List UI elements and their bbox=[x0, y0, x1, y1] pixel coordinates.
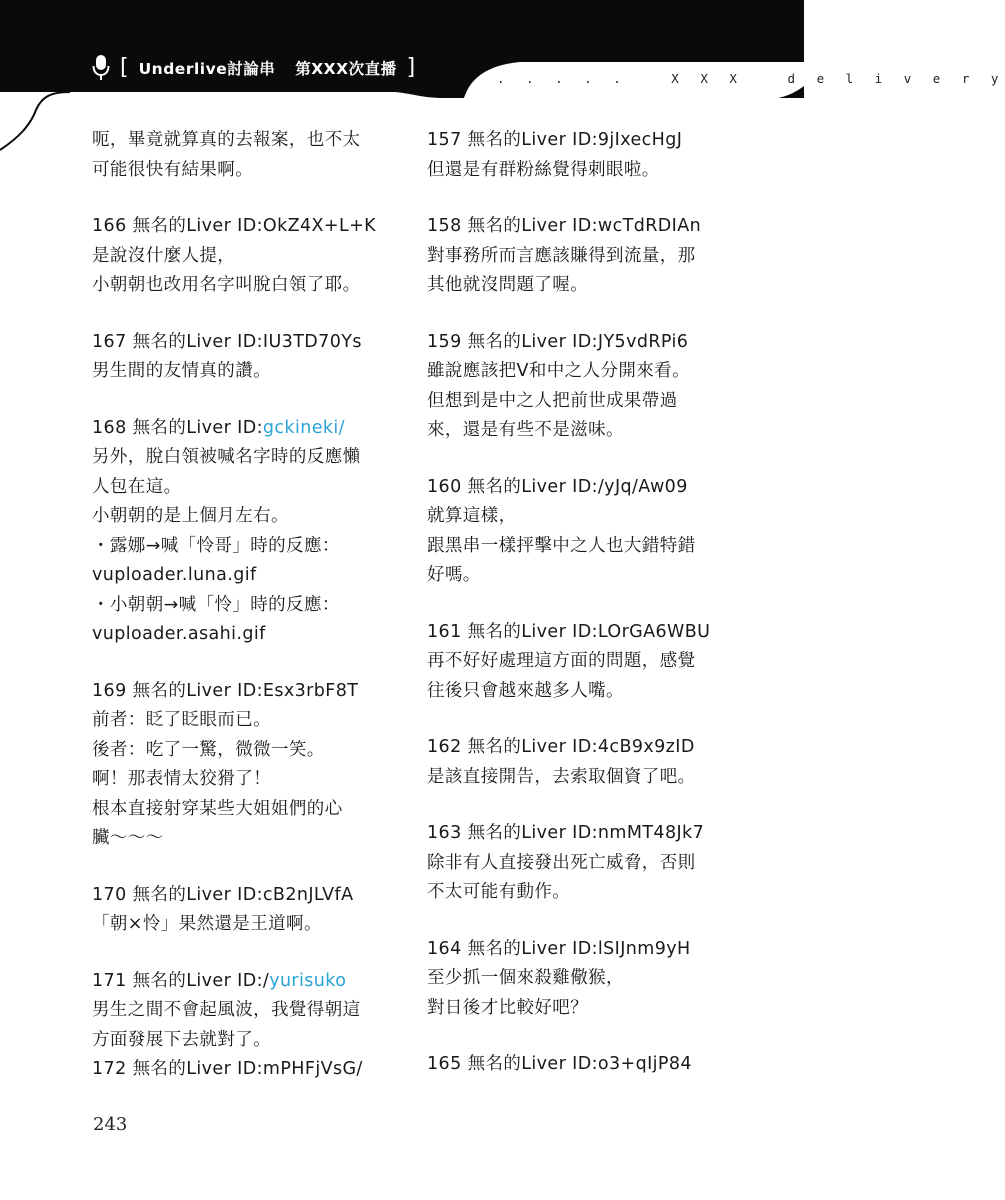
poster-id-link[interactable]: gckineki/ bbox=[262, 417, 345, 438]
header-title bbox=[92, 52, 415, 84]
post-line: 「朝×怜」果然還是王道啊。 bbox=[92, 914, 322, 934]
post-line: 人包在這。 bbox=[92, 476, 182, 497]
post-line: ・小朝朝→喊「怜」時的反應： bbox=[92, 594, 340, 615]
post-line: 再不好好處理這方面的問題，感覺 bbox=[427, 651, 696, 671]
post-line: 小朝朝也改用名字叫脫白領了耶。 bbox=[92, 275, 361, 295]
post-header-prefix: 171 無名的Liver ID:/ bbox=[92, 970, 270, 991]
post-header: 161 無名的Liver ID:LOrGA6WBU bbox=[427, 621, 711, 642]
post-line: 雖說應該把V和中之人分開來看。 bbox=[427, 361, 690, 381]
post-line: 男生間的友情真的讚。 bbox=[92, 361, 271, 381]
post-line: 好嗎。 bbox=[427, 565, 481, 585]
header-subtitle: . . . . . X X X d e l i v e r y bbox=[497, 71, 1005, 86]
microphone-icon bbox=[92, 54, 110, 82]
title-bracket-close: ] bbox=[406, 55, 416, 80]
page-number: 243 bbox=[93, 1114, 128, 1135]
post-line: 除非有人直接發出死亡威脅，否則 bbox=[427, 852, 696, 873]
post-header: 160 無名的Liver ID:/yJq/Aw09 bbox=[427, 476, 688, 497]
post-header: 162 無名的Liver ID:4cB9x9zID bbox=[427, 737, 695, 757]
post-header: 163 無名的Liver ID:nmMT48Jk7 bbox=[427, 823, 705, 843]
post-header: 157 無名的Liver ID:9jIxecHgJ bbox=[427, 130, 683, 150]
post-line: 但還是有群粉絲覺得刺眼啦。 bbox=[427, 159, 660, 180]
post-header: 169 無名的Liver ID:Esx3rbF8T bbox=[92, 680, 359, 701]
post-line: 是說沒什麼人提， bbox=[92, 245, 236, 266]
post-line: 啊！那表情太狡猾了！ bbox=[92, 769, 271, 789]
post-line: ・露娜→喊「怜哥」時的反應： bbox=[92, 535, 340, 556]
post-header: 170 無名的Liver ID:cB2nJLVfA bbox=[92, 884, 354, 905]
post-header: 167 無名的Liver ID:IU3TD70Ys bbox=[92, 331, 362, 352]
post-line: 來，還是有些不是滋味。 bbox=[427, 420, 624, 440]
post-header: 165 無名的Liver ID:o3+qIjP84 bbox=[427, 1054, 692, 1074]
post-line: 前者：眨了眨眼而已。 bbox=[92, 710, 271, 730]
post-header bbox=[92, 967, 392, 997]
post-line: 跟黑串一樣抨擊中之人也大錯特錯 bbox=[427, 535, 696, 556]
post-line: 根本直接射穿某些大姐姐們的心 bbox=[92, 798, 343, 819]
poster-id-link[interactable]: yurisuko bbox=[269, 970, 347, 991]
post-line: 另外，脫白領被喊名字時的反應懶 bbox=[92, 447, 361, 467]
post-line: 男生之間不會起風波，我覺得朝這 bbox=[92, 1000, 361, 1020]
post-line: 方面發展下去就對了。 bbox=[92, 1029, 271, 1050]
post-line: vuploader.asahi.gif bbox=[92, 624, 266, 644]
post-header: 166 無名的Liver ID:OkZ4X+L+K bbox=[92, 216, 377, 236]
post-line: 後者：吃了一驚，微微一笑。 bbox=[92, 739, 325, 760]
post-line: 不太可能有動作。 bbox=[427, 882, 571, 902]
post-line: vuploader.luna.gif bbox=[92, 565, 257, 585]
post-header bbox=[92, 414, 392, 444]
post-header-prefix: 168 無名的Liver ID: bbox=[92, 417, 263, 438]
post-line: 至少抓一個來殺雞儆猴， bbox=[427, 968, 624, 988]
post-line: 呃，畢竟就算真的去報案，也不太 bbox=[92, 130, 361, 150]
title-bracket-open: [ bbox=[120, 55, 129, 80]
post-line: 就算這樣， bbox=[427, 506, 517, 526]
post-line: 對事務所而言應該賺得到流量，那 bbox=[427, 245, 696, 266]
post-header: 159 無名的Liver ID:JY5vdRPi6 bbox=[427, 331, 689, 352]
post-header: 164 無名的Liver ID:lSIJnm9yH bbox=[427, 938, 691, 959]
post-line: 臟〜〜〜 bbox=[92, 828, 164, 848]
post-line: 往後只會越來越多人嘴。 bbox=[427, 680, 624, 701]
post-header: 172 無名的Liver ID:mPHFjVsG/ bbox=[92, 1059, 363, 1079]
right-column bbox=[427, 126, 727, 1080]
post-line: 對日後才比較好吧？ bbox=[427, 997, 589, 1018]
post-header: 158 無名的Liver ID:wcTdRDIAn bbox=[427, 216, 702, 236]
post-line: 其他就沒問題了喔。 bbox=[427, 275, 589, 295]
title-text: Underlive討論串 bbox=[138, 60, 276, 78]
title-episode: 第XXX次直播 bbox=[295, 60, 397, 78]
post-line: 是該直接開告，去索取個資了吧。 bbox=[427, 766, 696, 787]
post-line: 可能很快有結果啊。 bbox=[92, 159, 254, 180]
left-column bbox=[92, 126, 392, 1085]
post-line: 小朝朝的是上個月左右。 bbox=[92, 506, 289, 526]
post-line: 但想到是中之人把前世成果帶過 bbox=[427, 390, 678, 411]
